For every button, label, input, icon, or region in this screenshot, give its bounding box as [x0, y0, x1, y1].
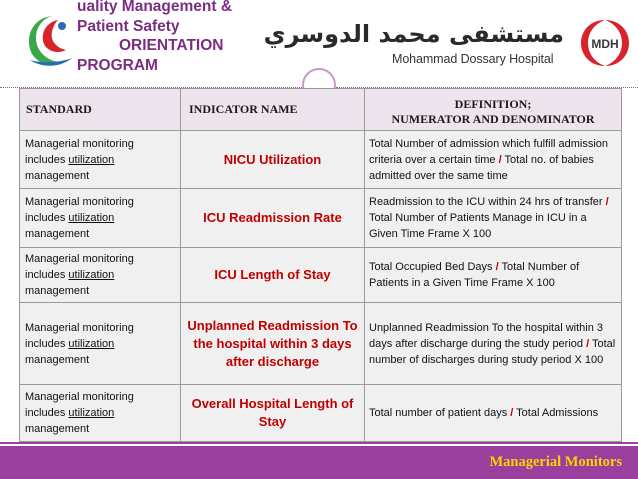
utilization-link-text: utilization	[68, 153, 115, 166]
table-row	[20, 303, 622, 385]
standard-cell	[20, 303, 181, 385]
program-title	[77, 0, 232, 75]
column-header-indicator: INDICATOR NAME	[181, 89, 365, 131]
standard-cell	[20, 385, 181, 442]
standard-text: Managerial monitoring includes	[25, 137, 134, 166]
denominator-text: Total Number of Patients Manage in ICU in a Given Time Frame X 100	[369, 212, 587, 240]
utilization-link-text: utilization	[68, 407, 115, 419]
slide-footer	[0, 446, 638, 479]
indicator-table	[19, 88, 622, 442]
footer-title: Managerial Monitors	[489, 454, 622, 470]
numerator-text: Total Number of admission which fulfill admission criteria over a certain time	[369, 137, 609, 166]
table-row	[20, 189, 622, 248]
indicator-name-cell: Unplanned Readmission To the hospital within 3 days after discharge	[181, 303, 365, 385]
standard-cell	[20, 248, 181, 303]
standard-text: Managerial monitoring includes	[25, 253, 134, 281]
standard-text-end: management	[25, 228, 90, 240]
footer-accent-line	[0, 442, 638, 444]
divider-slash: /	[586, 337, 590, 350]
definition-header-line-2: NUMERATOR AND DENOMINATOR	[391, 111, 595, 126]
table-row	[20, 248, 622, 303]
definition-cell	[365, 303, 622, 385]
program-title-line-3: ORIENTATION	[119, 37, 224, 54]
standard-text: Managerial monitoring includes	[25, 196, 134, 224]
denominator-text: Total number of discharges during study period X 100	[369, 337, 616, 366]
definition-cell	[365, 385, 622, 442]
utilization-link-text: utilization	[68, 212, 115, 224]
numerator-text: Readmission to the ICU within 24 hrs of transfer	[369, 196, 606, 208]
divider-slash: /	[495, 261, 499, 273]
program-title-line-2: Patient Safety	[77, 17, 180, 35]
hospital-crescent-logo-icon	[22, 10, 76, 70]
program-title-line-4: PROGRAM	[77, 56, 158, 74]
definition-cell	[365, 131, 622, 189]
divider-slash: /	[605, 196, 609, 208]
numerator-text: Total Occupied Bed Days	[369, 261, 496, 273]
standard-cell	[20, 189, 181, 248]
svg-text:MDH: MDH	[591, 37, 619, 51]
program-title-line-1: uality Management &	[77, 0, 233, 15]
divider-slash: /	[510, 407, 514, 419]
denominator-text: Total Admissions	[513, 407, 599, 419]
utilization-link-text: utilization	[68, 337, 115, 350]
definition-cell	[365, 248, 622, 303]
divider-slash: /	[498, 153, 502, 166]
numerator-text: Total number of patient days	[369, 407, 511, 419]
table-row	[20, 385, 622, 442]
standard-text-end: management	[25, 353, 90, 366]
standard-cell	[20, 131, 181, 189]
column-header-standard: STANDARD	[20, 89, 181, 131]
denominator-text: Total Number of Patients in a Given Time Frame X 100	[369, 261, 580, 289]
table-row	[20, 131, 622, 189]
arabic-calligraphy-logo	[263, 14, 566, 52]
denominator-text: Total no. of babies admitted over the same time	[369, 153, 594, 182]
indicator-name-cell: Overall Hospital Length of Stay	[181, 385, 365, 442]
table-header-row	[20, 89, 622, 131]
numerator-text: Unplanned Readmission To the hospital within 3 days after discharge during the study period	[369, 321, 603, 350]
indicator-name-cell: ICU Length of Stay	[181, 248, 365, 303]
hospital-name: Mohammad Dossary Hospital	[392, 52, 554, 66]
definition-header-line-1: DEFINITION;	[454, 96, 532, 111]
standard-text-end: management	[25, 423, 90, 435]
svg-text:مستشفى محمد الدوسري: مستشفى محمد الدوسري	[263, 20, 564, 48]
mdh-crescent-badge-icon	[580, 18, 630, 68]
definition-cell	[365, 189, 622, 248]
standard-text-end: management	[25, 169, 90, 182]
standard-text-end: management	[25, 285, 90, 297]
utilization-link-text: utilization	[68, 269, 115, 281]
indicator-name-cell: ICU Readmission Rate	[181, 189, 365, 248]
standard-text: Managerial monitoring includes	[25, 321, 134, 350]
indicator-name-cell: NICU Utilization	[181, 131, 365, 189]
column-header-definition	[365, 89, 622, 131]
standard-text: Managerial monitoring includes	[25, 391, 134, 419]
